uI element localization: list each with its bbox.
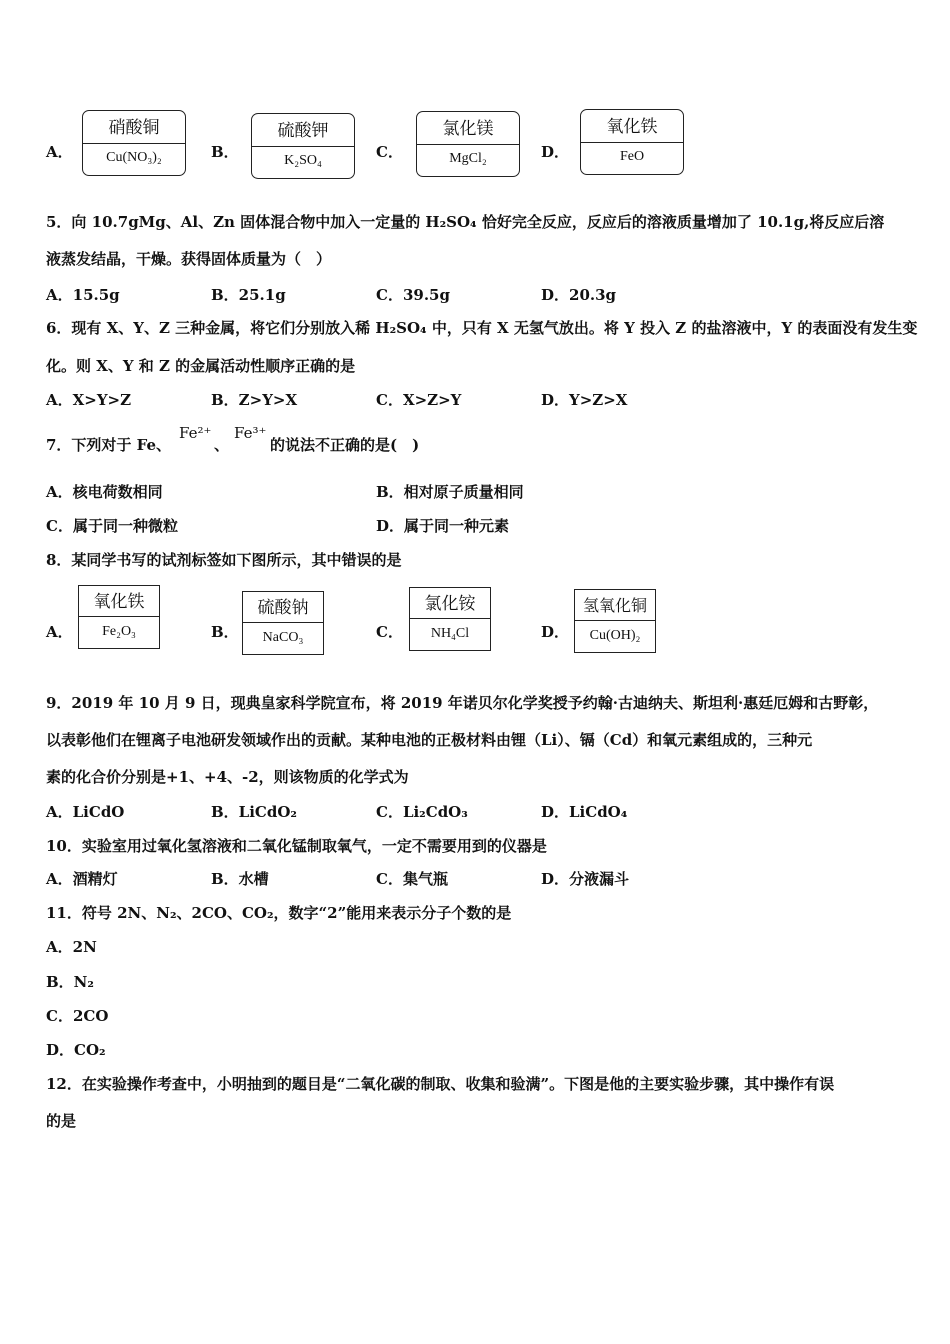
q6-option-a: A．X>Y>Z: [46, 391, 132, 409]
q5-option-b: B．25.1g: [211, 286, 286, 304]
q4-option-c-name: 氯化镁: [417, 112, 519, 145]
q7-ion-fe2: Fe²⁺: [179, 424, 212, 442]
q7-ion-fe3: Fe³⁺: [234, 424, 267, 442]
q8-option-a-label-card: [78, 585, 160, 649]
q11-option-c: C．2CO: [46, 1007, 109, 1025]
q8-option-a-formula: Fe₂O₃: [102, 624, 136, 639]
q4-option-d-formula: FeO: [619, 149, 645, 164]
q8-option-a-letter: A．: [46, 623, 73, 641]
q9-stem-line2: 以表彰他们在锂离子电池研发领域作出的贡献。某种电池的正极材料由锂（Li）、镉（Cd）和氧元素组成的，三种元: [46, 731, 813, 749]
q8-option-c-label-card: [409, 587, 491, 651]
q6-option-b: B．Z>Y>X: [211, 391, 298, 409]
q7-separator: 、: [214, 436, 230, 454]
q7-option-d: D．属于同一种元素: [376, 517, 510, 535]
q7-option-b: B．相对原子质量相同: [376, 483, 524, 501]
q6-stem-line2: 化。则 X、Y 和 Z 的金属活动性顺序正确的是: [46, 357, 356, 375]
q9-option-c: C．Li₂CdO₃: [376, 803, 468, 821]
q9-option-d: D．LiCdO₄: [541, 803, 628, 821]
q8-option-b-label-card: [242, 591, 324, 655]
q8-option-d-letter: D．: [541, 623, 570, 641]
q4-option-d-letter: D．: [541, 143, 570, 161]
q4-option-d-label-card: [580, 109, 684, 175]
q8-option-c-name: 氯化铵: [410, 588, 490, 619]
q4-option-d-name: 氧化铁: [581, 110, 683, 143]
q11-option-b: B．N₂: [46, 973, 94, 991]
q5-option-d: D．20.3g: [541, 286, 617, 304]
q4-option-b-name: 硫酸钾: [252, 114, 354, 147]
q10-option-c: C．集气瓶: [376, 870, 448, 888]
q11-option-a: A．2N: [46, 938, 97, 956]
q4-option-b-formula: K₂SO₄: [284, 153, 322, 168]
q10-stem: 10．实验室用过氧化氢溶液和二氧化锰制取氧气，一定不需要用到的仪器是: [46, 837, 547, 855]
q8-option-a-name: 氧化铁: [79, 586, 159, 617]
q7-stem-suffix: 的说法不正确的是( ): [270, 436, 420, 454]
q4-option-a-name: 硝酸铜: [83, 111, 185, 144]
q10-option-d: D．分液漏斗: [541, 870, 630, 888]
q10-option-b: B．水槽: [211, 870, 269, 888]
q11-option-d: D．CO₂: [46, 1041, 106, 1059]
q4-option-a-letter: A．: [46, 143, 73, 161]
q12-stem-line2: 的是: [46, 1112, 77, 1130]
q8-option-b-name: 硫酸钠: [243, 592, 323, 623]
q9-stem-line1: 9．2019 年 10 月 9 日，现典皇家科学院宣布，将 2019 年诺贝尔化学奖授予约翰·古迪纳夫、斯坦利·惠廷厄姆和古野彰，: [46, 694, 879, 712]
q8-option-c-formula: NH₄Cl: [430, 626, 470, 641]
q6-option-c: C．X>Z>Y: [376, 391, 462, 409]
q11-stem: 11．符号 2N、N₂、2CO、CO₂，数字“2”能用来表示分子个数的是: [46, 904, 512, 922]
q9-option-b: B．LiCdO₂: [211, 803, 297, 821]
q5-stem-line2: 液蒸发结晶，干燥。获得固体质量为（ ）: [46, 250, 332, 268]
q8-option-b-letter: B．: [211, 623, 239, 641]
q9-stem-line3: 素的化合价分别是+1、+4、-2，则该物质的化学式为: [46, 768, 409, 786]
q8-option-c-letter: C．: [376, 623, 403, 641]
q8-option-d-label-card: [574, 589, 656, 653]
q8-option-d-formula: Cu(OH)₂: [589, 628, 641, 643]
q8-option-b-formula: NaCO₃: [262, 630, 304, 645]
q8-stem: 8．某同学书写的试剂标签如下图所示，其中错误的是: [46, 551, 402, 569]
q6-option-d: D．Y>Z>X: [541, 391, 628, 409]
q7-option-a: A．核电荷数相同: [46, 483, 163, 501]
q4-option-b-label-card: [251, 113, 355, 179]
q4-option-b-letter: B．: [211, 143, 239, 161]
q8-option-d-name: 氢氧化铜: [575, 590, 655, 621]
q7-option-c: C．属于同一种微粒: [46, 517, 178, 535]
q4-option-c-letter: C．: [376, 143, 403, 161]
q6-stem-line1: 6．现有 X、Y、Z 三种金属，将它们分别放入稀 H₂SO₄ 中，只有 X 无氢气放出。将 Y 投入 Z 的盐溶液中，Y 的表面没有发生变: [46, 319, 918, 337]
q10-option-a: A．酒精灯: [46, 870, 118, 888]
q7-stem-prefix: 7．下列对于 Fe、: [46, 436, 172, 454]
q4-option-a-formula: Cu(NO₃)₂: [106, 150, 162, 165]
q9-option-a: A．LiCdO: [46, 803, 125, 821]
q4-option-a-label-card: [82, 110, 186, 176]
q12-stem-line1: 12．在实验操作考查中，小明抽到的题目是“二氧化碳的制取、收集和验满”。下图是他的主要实验步骤，其中操作有误: [46, 1075, 835, 1093]
q4-option-c-label-card: [416, 111, 520, 177]
q5-option-c: C．39.5g: [376, 286, 450, 304]
q4-option-c-formula: MgCl₂: [449, 151, 487, 166]
q5-stem-line1: 5．向 10.7gMg、Al、Zn 固体混合物中加入一定量的 H₂SO₄ 恰好完全反应，反应后的溶液质量增加了 10.1g,将反应后溶: [46, 213, 885, 231]
q5-option-a: A．15.5g: [46, 286, 120, 304]
